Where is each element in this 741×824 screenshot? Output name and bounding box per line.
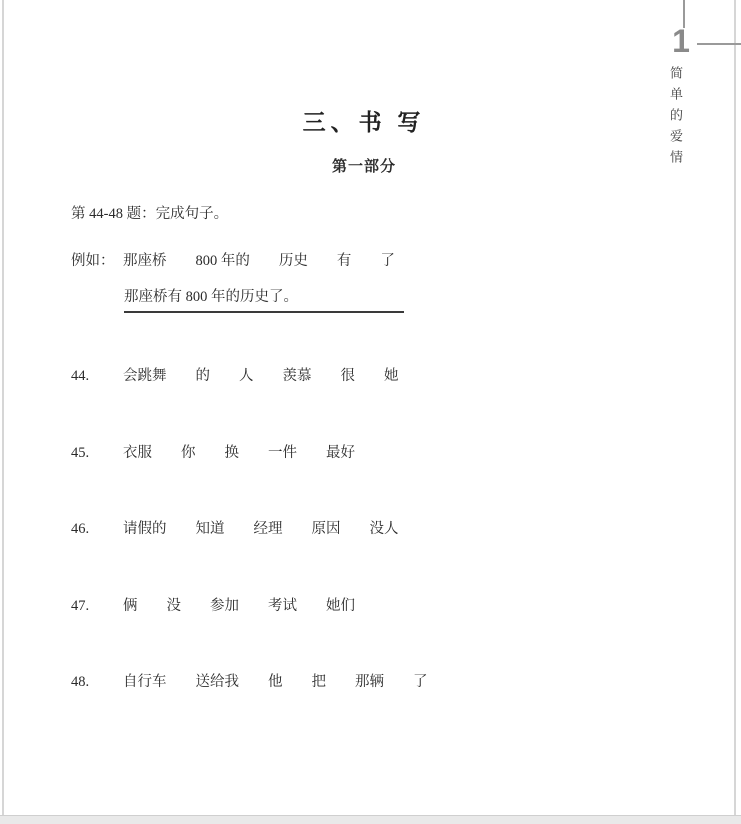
question-word: 最好 (326, 445, 355, 461)
question-word: 衣服 (123, 445, 152, 461)
question-word: 的 (195, 368, 210, 384)
example-word: 历史 (278, 253, 308, 269)
question-word: 他 (268, 674, 283, 690)
chapter-tab-horizontal-rule (697, 43, 741, 45)
example-answer: 那座桥有 800 年的历史了。 (124, 285, 404, 313)
question-word: 请假的 (123, 521, 167, 537)
question-number: 48. (71, 674, 90, 690)
chapter-title-vertical: 简单的爱情 (668, 66, 683, 171)
question-number: 47. (71, 598, 90, 614)
chapter-number: 1 (672, 23, 690, 59)
question-word: 自行车 (123, 674, 167, 690)
question-word: 经理 (253, 521, 283, 537)
question-word: 送给我 (195, 674, 239, 690)
question-number: 44. (71, 368, 90, 384)
question-row-44 (71, 364, 399, 385)
page-border-right (734, 0, 736, 815)
question-word: 你 (181, 445, 196, 461)
question-word: 考试 (268, 598, 297, 614)
question-words (123, 364, 399, 385)
question-row-46 (71, 517, 399, 538)
question-word: 她 (384, 368, 399, 384)
question-word: 把 (311, 674, 326, 690)
question-word: 参加 (210, 598, 239, 614)
question-words (123, 517, 399, 538)
question-word: 知道 (195, 521, 225, 537)
section-title: 三、书 写 (302, 110, 426, 135)
question-word: 人 (239, 368, 254, 384)
question-word: 很 (340, 368, 355, 384)
question-words (123, 441, 355, 462)
question-word: 那辆 (355, 674, 384, 690)
question-number: 45. (71, 445, 90, 461)
question-words (123, 594, 355, 615)
question-word: 原因 (311, 521, 341, 537)
question-row-48 (71, 670, 428, 691)
example-word: 那座桥 (123, 253, 167, 269)
question-row-47 (71, 594, 355, 615)
question-word: 她们 (326, 598, 355, 614)
question-words (123, 670, 428, 691)
question-row-45 (71, 441, 355, 462)
question-word: 羡慕 (282, 368, 312, 384)
question-word: 了 (413, 674, 428, 690)
page-border-bottom (0, 815, 741, 824)
question-word: 会跳舞 (123, 368, 167, 384)
part-title: 第一部分 (331, 159, 396, 175)
example-row (71, 249, 395, 270)
question-word: 一件 (268, 445, 297, 461)
question-word: 俩 (123, 598, 138, 614)
example-answer-row (124, 285, 404, 313)
question-word: 换 (224, 445, 239, 461)
question-word: 没 (166, 598, 181, 614)
example-label: 例如： (71, 253, 115, 269)
instructions: 第 44-48 题：完成句子。 (71, 206, 229, 222)
example-word: 了 (380, 253, 395, 269)
example-word: 800 年的 (195, 253, 250, 269)
example-word: 有 (336, 253, 352, 269)
example-words (123, 249, 395, 270)
question-word: 没人 (369, 521, 399, 537)
question-number: 46. (71, 521, 90, 537)
